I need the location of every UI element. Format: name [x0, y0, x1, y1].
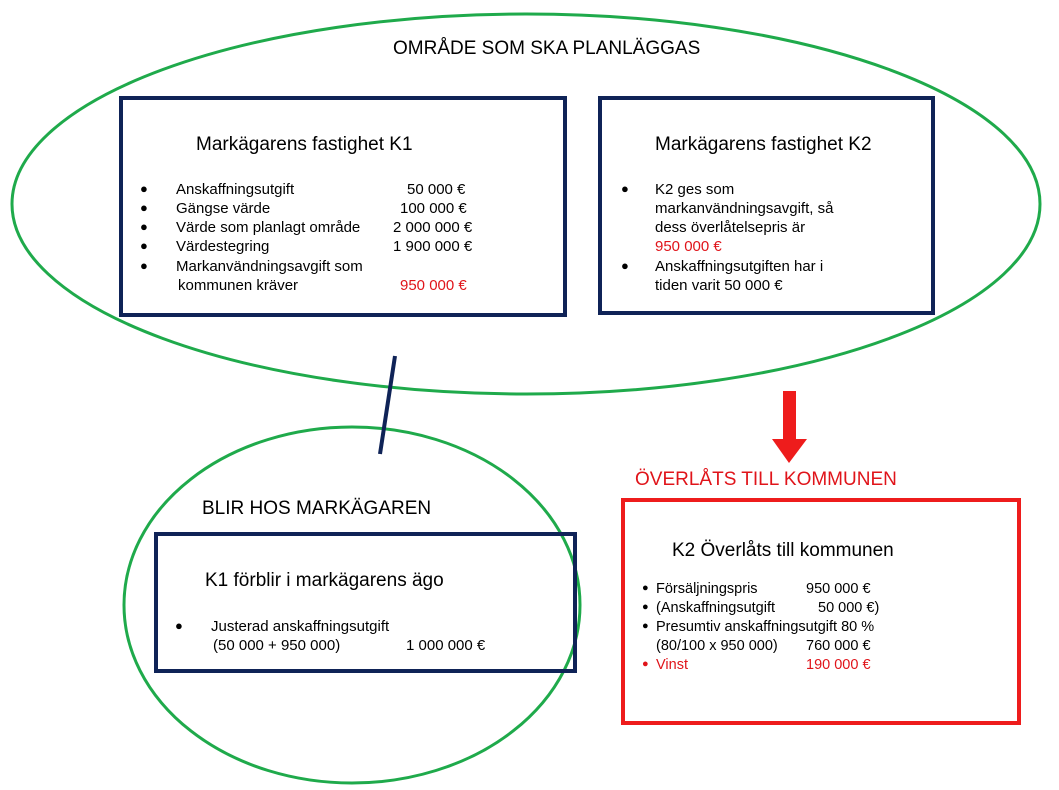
k2-text-line: markanvändningsavgift, så [655, 200, 834, 217]
transfer-row-label: Presumtiv anskaffningsutgift 80 % [656, 619, 875, 635]
stays-value: 1 000 000 € [406, 637, 486, 654]
down-arrow-head [772, 439, 807, 463]
k2-price-value: 950 000 € [655, 238, 722, 255]
bullet-icon: ● [140, 200, 148, 215]
bullet-icon: ● [621, 258, 629, 273]
k1-row-label-cont: kommunen kräver [178, 277, 299, 294]
stays-box-title: K1 förblir i markägarens ägo [205, 570, 444, 591]
separator-slash [380, 356, 395, 454]
bullet-icon: ● [140, 181, 148, 196]
transfer-row-label-cont: (80/100 x 950 000) [656, 638, 778, 654]
bullet-icon: ● [140, 238, 148, 253]
profit-value: 190 000 € [806, 657, 871, 673]
k1-fee-value: 950 000 € [400, 277, 467, 294]
profit-label: Vinst [656, 657, 688, 673]
k2-text-line: Anskaffningsutgiften har i [655, 258, 824, 275]
bullet-icon: ● [140, 219, 148, 234]
k1-row-label: Gängse värde [176, 200, 271, 217]
transfer-box-title: K2 Överlåts till kommunen [672, 540, 894, 561]
k1-row-value: 2 000 000 € [393, 219, 473, 236]
stays-box [154, 532, 577, 673]
k2-text-line: tiden varit 50 000 € [655, 277, 783, 294]
k1-row-value: 100 000 € [400, 200, 467, 217]
bullet-icon: ● [175, 618, 183, 633]
k1-row-value: 1 900 000 € [393, 238, 473, 255]
k2-text-line: K2 ges som [655, 181, 735, 198]
area-title: OMRÅDE SOM SKA PLANLÄGGAS [393, 38, 701, 59]
stays-line2: (50 000 + 950 000) [213, 637, 341, 654]
transfer-row-label: Försäljningspris [656, 581, 758, 597]
transfer-title: ÖVERLÅTS TILL KOMMUNEN [635, 469, 897, 490]
bullet-icon: ● [642, 658, 649, 670]
k1-row-label: Markanvändningsavgift som [176, 258, 363, 275]
bullet-icon: ● [642, 620, 649, 632]
transfer-row-value: 760 000 € [806, 638, 871, 654]
k2-title: Markägarens fastighet K2 [655, 134, 872, 155]
k1-row-label: Anskaffningsutgift [176, 181, 295, 198]
k2-text-line: dess överlåtelsepris är [655, 219, 806, 236]
k1-row-value: 50 000 € [407, 181, 466, 198]
transfer-row-label: (Anskaffningsutgift [656, 600, 776, 616]
down-arrow-shaft [783, 391, 796, 441]
transfer-row-value: 950 000 € [806, 581, 871, 597]
stays-title: BLIR HOS MARKÄGAREN [202, 498, 432, 519]
k1-row-label: Värdestegring [176, 238, 270, 255]
bullet-icon: ● [642, 582, 649, 594]
bullet-icon: ● [140, 258, 148, 273]
k1-row-label: Värde som planlagt område [176, 219, 361, 236]
bullet-icon: ● [621, 181, 629, 196]
stays-line1: Justerad anskaffningsutgift [211, 618, 390, 635]
k1-box [119, 96, 567, 317]
k1-title: Markägarens fastighet K1 [196, 134, 413, 155]
transfer-box [621, 498, 1021, 725]
bullet-icon: ● [642, 601, 649, 613]
transfer-row-value: 50 000 €) [818, 600, 880, 616]
k2-box [598, 96, 935, 315]
